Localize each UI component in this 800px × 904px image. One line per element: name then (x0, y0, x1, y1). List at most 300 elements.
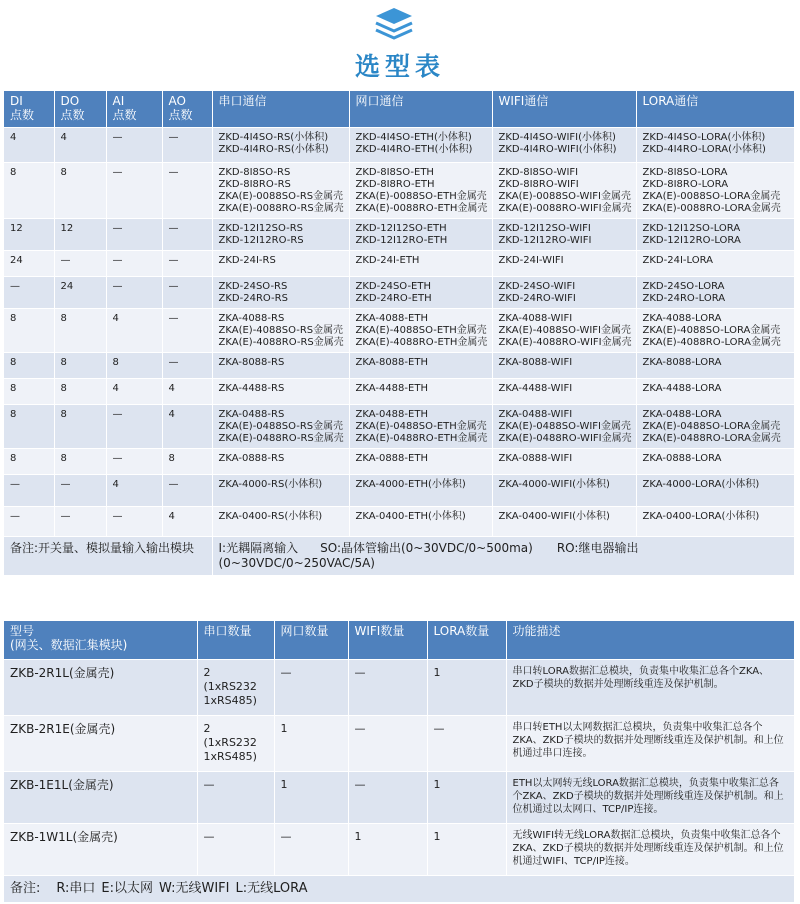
table-cell (349, 250, 492, 276)
cell-line: — (10, 478, 20, 490)
cell-line: — (112, 222, 123, 234)
cell-line: ZKA-8088-RS (218, 356, 285, 368)
cell-line: ZKD-12I12RO-LORA (642, 234, 741, 246)
description-cell: 串口转LORA数据汇总模块，负责集中收集汇总各个ZKA、ZKD子模块的数据并处理断线重连及保护机制。 (506, 659, 794, 715)
cell-line: ZKA(E)-0088RO-ETH金属壳 (355, 202, 488, 214)
table-cell (162, 276, 212, 308)
cell-line: 1 (433, 777, 441, 791)
cell-line: — (168, 356, 179, 368)
cell-line: — (168, 166, 179, 178)
cell-line: ZKA-0888-ETH (355, 452, 428, 464)
cell-line: — (112, 452, 123, 464)
cell-line: ZKA(E)-4088SO-LORA金属壳 (642, 324, 781, 336)
cell-line: ZKA-4488-RS (218, 382, 285, 394)
cell-line: ZKA-0888-LORA (642, 452, 722, 464)
cell-line: — (112, 166, 123, 178)
cell-line: 点数 (10, 108, 35, 122)
cell-line: ZKA-4488-LORA (642, 382, 722, 394)
cell-line: ZKA-0488-LORA (642, 408, 722, 420)
table-cell (4, 218, 54, 250)
cell-line: ZKD-4I4RO-LORA(小体积) (642, 143, 766, 155)
cell-line: (1xRS232 (203, 735, 257, 749)
cell-line: — (10, 510, 20, 522)
table-cell (636, 250, 794, 276)
table-cell (197, 659, 274, 715)
model-cell (4, 715, 197, 771)
table-cell (54, 474, 106, 506)
table-cell (492, 218, 636, 250)
table-cell (54, 352, 106, 378)
cell-line: 24 (60, 280, 74, 292)
cell-line: ZKA-0400-RS(小体积) (218, 510, 323, 522)
cell-line: ZKA(E)-0088RO-WIFI金属壳 (498, 202, 632, 214)
cell-line: ZKA(E)-4088RO-RS金属壳 (218, 336, 344, 348)
table-cell (636, 352, 794, 378)
cell-line: ZKA-4488-WIFI (498, 382, 573, 394)
column-header (212, 91, 349, 127)
table-cell (492, 250, 636, 276)
table-cell (162, 448, 212, 474)
table-cell (106, 448, 162, 474)
cell-line: 4 (10, 131, 17, 143)
cell-line: WIFI通信 (498, 94, 549, 108)
cell-line: ZKA(E)-0488SO-LORA金属壳 (642, 420, 781, 432)
table-cell (349, 308, 492, 352)
cell-line: 8 (60, 452, 67, 464)
cell-line: ZKD-8I8SO-WIFI (498, 166, 579, 178)
table-cell (162, 218, 212, 250)
cell-line: — (280, 829, 292, 843)
table-cell (349, 276, 492, 308)
column-header (162, 91, 212, 127)
table-cell (162, 250, 212, 276)
column-header (427, 621, 506, 659)
cell-line: ZKA(E)-4088RO-WIFI金属壳 (498, 336, 632, 348)
cell-line: 1xRS485) (203, 693, 257, 707)
table-cell (212, 378, 349, 404)
cell-line: ZKD-12I12SO-LORA (642, 222, 741, 234)
note-row (4, 536, 794, 575)
table-row (4, 506, 794, 536)
table-cell (212, 448, 349, 474)
cell-line: 4 (168, 382, 175, 394)
cell-line: ZKA-0400-LORA(小体积) (642, 510, 760, 522)
cell-line: ZKD-8I8RO-LORA (642, 178, 729, 190)
cell-line: ZKD-24I-RS (218, 254, 276, 266)
table-cell (212, 474, 349, 506)
table-cell (106, 276, 162, 308)
table-cell (4, 352, 54, 378)
cell-line: LORA通信 (642, 94, 699, 108)
table-row (4, 404, 794, 448)
cell-line: 4 (112, 312, 119, 324)
cell-line: ZKA(E)-0488SO-RS金属壳 (218, 420, 344, 432)
table-cell (4, 250, 54, 276)
cell-line: ZKD-12I12SO-WIFI (498, 222, 591, 234)
cell-line: 8 (60, 382, 67, 394)
table-cell (162, 404, 212, 448)
cell-line: LORA数量 (433, 624, 490, 638)
table-cell (4, 448, 54, 474)
table-cell (636, 276, 794, 308)
cell-line: ZKD-8I8SO-RS (218, 166, 291, 178)
table-cell (106, 378, 162, 404)
table-cell (636, 162, 794, 218)
table-cell (212, 308, 349, 352)
cell-line: ZKB-1W1L(金属壳) (10, 829, 118, 844)
note-item: RO:继电器输出(0~30VDC/0~250VAC/5A) (218, 540, 639, 570)
table-cell (212, 404, 349, 448)
cell-line: — (168, 312, 179, 324)
cell-line: 1 (354, 829, 362, 843)
cell-line: ZKA-8088-WIFI (498, 356, 573, 368)
table-cell (54, 218, 106, 250)
cell-line: 4 (168, 510, 175, 522)
table-cell (348, 823, 427, 875)
model-cell (4, 659, 197, 715)
cell-line: — (60, 510, 71, 522)
cell-line: — (168, 131, 179, 143)
cell-line: ZKA(E)-0488SO-WIFI金属壳 (498, 420, 631, 432)
table-cell (492, 276, 636, 308)
cell-line: — (354, 777, 366, 791)
table-cell (106, 127, 162, 162)
cell-line: ZKA(E)-0088RO-RS金属壳 (218, 202, 344, 214)
cell-line: ZKA-0488-RS (218, 408, 285, 420)
table-row (4, 823, 794, 875)
table-cell (4, 404, 54, 448)
selection-table (4, 91, 795, 575)
table-cell (636, 448, 794, 474)
cell-line: ZKA-4000-ETH(小体积) (355, 478, 466, 490)
table-cell (54, 250, 106, 276)
cell-line: ZKA-8088-ETH (355, 356, 428, 368)
table-cell (348, 771, 427, 823)
note-label: 备注:开关量、模拟量输入输出模块 (4, 536, 212, 575)
table-cell (427, 659, 506, 715)
table-cell (4, 162, 54, 218)
cell-line: ZKD-24RO-RS (218, 292, 288, 304)
gateway-table (4, 621, 795, 902)
column-header (4, 91, 54, 127)
description-cell: ETH以太网转无线LORA数据汇总模块，负责集中收集汇总各个ZKA、ZKD子模块的数据并处理断线重连及保护机制。和上位机通过以太网口、TCP/IP连接。 (506, 771, 794, 823)
cell-line: ZKD-24SO-ETH (355, 280, 431, 292)
cell-line: ZKD-8I8RO-RS (218, 178, 291, 190)
cell-line: — (168, 280, 179, 292)
table-cell (636, 404, 794, 448)
cell-line: 24 (10, 254, 23, 266)
table-cell (162, 162, 212, 218)
table-row (4, 127, 794, 162)
cell-line: — (203, 829, 215, 843)
cell-line: — (354, 665, 366, 679)
cell-line: 网口数量 (280, 624, 329, 638)
cell-line: ZKD-24I-WIFI (498, 254, 564, 266)
table-cell (197, 715, 274, 771)
cell-line: 12 (10, 222, 23, 234)
cell-line: ZKA(E)-4088RO-LORA金属壳 (642, 336, 781, 348)
cell-line: — (112, 280, 123, 292)
cell-line: ZKD-8I8RO-WIFI (498, 178, 579, 190)
cell-line: — (354, 721, 366, 735)
column-header (106, 91, 162, 127)
column-header (636, 91, 794, 127)
table-cell (348, 659, 427, 715)
cell-line: 1 (280, 777, 288, 791)
cell-line: 4 (112, 478, 119, 490)
cell-line: ZKD-12I12RO-WIFI (498, 234, 592, 246)
cell-line: — (168, 222, 179, 234)
table-cell (349, 218, 492, 250)
cell-line: ZKB-1E1L(金属壳) (10, 777, 114, 792)
cell-line: ZKD-8I8SO-ETH (355, 166, 434, 178)
cell-line: ZKA-4488-ETH (355, 382, 428, 394)
note-row (4, 875, 794, 902)
table-cell (492, 308, 636, 352)
table-cell (636, 506, 794, 536)
table-cell (162, 352, 212, 378)
cell-line: ZKA-0488-WIFI (498, 408, 573, 420)
table-cell (274, 823, 348, 875)
cell-line: ZKA-0400-WIFI(小体积) (498, 510, 610, 522)
cell-line: ZKA(E)-0488RO-WIFI金属壳 (498, 432, 632, 444)
table-cell (274, 659, 348, 715)
cell-line: ZKA(E)-4088SO-ETH金属壳 (355, 324, 487, 336)
table-cell (212, 250, 349, 276)
table-cell (274, 715, 348, 771)
table-cell (636, 127, 794, 162)
cell-line: ZKA(E)-4088RO-ETH金属壳 (355, 336, 488, 348)
cell-line: ZKD-4I4RO-WIFI(小体积) (498, 143, 617, 155)
cell-line: — (168, 478, 179, 490)
column-header (506, 621, 794, 659)
column-header (349, 91, 492, 127)
note-item: I:光耦隔离输入 (218, 540, 299, 555)
table-cell (54, 506, 106, 536)
cell-line: ZKD-24RO-LORA (642, 292, 726, 304)
note-item: W:无线WIFI (159, 880, 230, 896)
cell-line: 网口通信 (355, 94, 404, 108)
cell-line: ZKD-12I12RO-RS (218, 234, 304, 246)
table-cell (212, 162, 349, 218)
column-header (197, 621, 274, 659)
cell-line: 2 (203, 721, 211, 735)
cell-line: 1xRS485) (203, 749, 257, 763)
model-cell (4, 771, 197, 823)
cell-line: ZKA(E)-0088SO-ETH金属壳 (355, 190, 487, 202)
table-row (4, 715, 794, 771)
cell-line: ZKA-8088-LORA (642, 356, 722, 368)
cell-line: (1xRS232 (203, 679, 257, 693)
cell-line: ZKD-4I4RO-RS(小体积) (218, 143, 329, 155)
table-row (4, 448, 794, 474)
table-cell (54, 448, 106, 474)
cell-line: ZKD-24SO-LORA (642, 280, 725, 292)
cell-line: 2 (203, 665, 211, 679)
table-cell (54, 127, 106, 162)
cell-line: 型号 (10, 624, 35, 638)
cell-line: ZKA-4088-ETH (355, 312, 428, 324)
table-cell (349, 404, 492, 448)
table-cell (54, 162, 106, 218)
cell-line: WIFI数量 (354, 624, 405, 638)
table-cell (492, 162, 636, 218)
cell-line: 4 (60, 131, 67, 143)
cell-line: ZKB-2R1E(金属壳) (10, 721, 116, 736)
cell-line: ZKD-12I12SO-ETH (355, 222, 447, 234)
table-cell (349, 162, 492, 218)
table-cell (4, 308, 54, 352)
cell-line: — (280, 665, 292, 679)
cell-line: — (433, 721, 445, 735)
table-cell (427, 715, 506, 771)
table-cell (106, 250, 162, 276)
table-cell (636, 308, 794, 352)
table-cell (162, 506, 212, 536)
table-cell (212, 506, 349, 536)
cell-line: ZKA(E)-4088SO-WIFI金属壳 (498, 324, 631, 336)
cell-line: 8 (10, 452, 17, 464)
cell-line: AI (112, 94, 125, 108)
column-header (274, 621, 348, 659)
column-header (492, 91, 636, 127)
cell-line: 8 (60, 408, 67, 420)
cell-line: — (112, 254, 123, 266)
cell-line: 8 (168, 452, 175, 464)
table-cell (212, 127, 349, 162)
table-row (4, 771, 794, 823)
table-header-row (4, 91, 794, 127)
table-cell (348, 715, 427, 771)
table-cell (106, 218, 162, 250)
cell-line: ZKA-0400-ETH(小体积) (355, 510, 466, 522)
cell-line: ZKD-4I4SO-ETH(小体积) (355, 131, 472, 143)
table-cell (492, 448, 636, 474)
cell-line: ZKD-8I8SO-LORA (642, 166, 728, 178)
cell-line: ZKD-4I4SO-WIFI(小体积) (498, 131, 616, 143)
cell-line: ZKA-4000-LORA(小体积) (642, 478, 760, 490)
cell-line: 8 (10, 382, 17, 394)
table-cell (162, 308, 212, 352)
cell-line: 4 (112, 382, 119, 394)
cell-line: 串口数量 (203, 624, 252, 638)
cell-line: DO (60, 94, 80, 108)
table-cell (492, 378, 636, 404)
cell-line: ZKA(E)-0088RO-LORA金属壳 (642, 202, 781, 214)
cell-line: ZKD-24RO-WIFI (498, 292, 576, 304)
column-header (4, 621, 197, 659)
table-cell (106, 404, 162, 448)
table-cell (4, 506, 54, 536)
cell-line: ZKD-8I8RO-ETH (355, 178, 435, 190)
note-item: 备注: (10, 880, 41, 896)
cell-line: ZKD-24SO-RS (218, 280, 288, 292)
cell-line: — (60, 254, 71, 266)
cell-line: ZKD-4I4SO-RS(小体积) (218, 131, 329, 143)
cell-line: (网关、数据汇集模块) (10, 638, 128, 652)
table-row (4, 276, 794, 308)
table-header-row (4, 621, 794, 659)
table-cell (212, 276, 349, 308)
note-legend (212, 536, 794, 575)
table-cell (197, 771, 274, 823)
cell-line: ZKD-24SO-WIFI (498, 280, 576, 292)
table-cell (349, 474, 492, 506)
table-row (4, 474, 794, 506)
table-cell (106, 162, 162, 218)
table-cell (4, 474, 54, 506)
cell-line: — (112, 131, 123, 143)
cell-line: — (112, 408, 123, 420)
cell-line: ZKA(E)-0488SO-ETH金属壳 (355, 420, 487, 432)
cell-line: ZKA-0888-WIFI (498, 452, 573, 464)
table-cell (492, 474, 636, 506)
cell-line: — (10, 280, 20, 292)
table-cell (212, 352, 349, 378)
cell-line: ZKA(E)-0488RO-LORA金属壳 (642, 432, 781, 444)
table-cell (106, 474, 162, 506)
cell-line: ZKA(E)-0088SO-WIFI金属壳 (498, 190, 631, 202)
table-row (4, 250, 794, 276)
table-cell (162, 127, 212, 162)
cell-line: ZKD-24I-ETH (355, 254, 420, 266)
table-cell (4, 127, 54, 162)
cell-line: ZKB-2R1L(金属壳) (10, 665, 115, 680)
table-cell (349, 448, 492, 474)
table-cell (636, 218, 794, 250)
cell-line: 1 (433, 829, 441, 843)
cell-line: 1 (280, 721, 288, 735)
cell-line: AO (168, 94, 186, 108)
table-cell (106, 506, 162, 536)
table-cell (4, 378, 54, 404)
note-item: E:以太网 (101, 880, 154, 896)
model-cell (4, 823, 197, 875)
layers-icon (372, 4, 416, 44)
cell-line: 点数 (60, 108, 85, 122)
table-row (4, 352, 794, 378)
table-cell (212, 218, 349, 250)
table-cell (492, 506, 636, 536)
cell-line: ZKA-4088-LORA (642, 312, 722, 324)
table-cell (54, 378, 106, 404)
cell-line: — (112, 510, 123, 522)
table-cell (162, 378, 212, 404)
cell-line: ZKA(E)-0088SO-LORA金属壳 (642, 190, 781, 202)
cell-line: — (60, 478, 71, 490)
table-cell (636, 378, 794, 404)
cell-line: ZKA(E)-4088SO-RS金属壳 (218, 324, 344, 336)
cell-line: ZKA-4088-RS (218, 312, 285, 324)
table-cell (106, 352, 162, 378)
table-cell (54, 404, 106, 448)
note-item: SO:晶体管输出(0~30VDC/0~500ma) (320, 540, 533, 555)
description-cell: 串口转ETH以太网数据汇总模块，负责集中收集汇总各个ZKA、ZKD子模块的数据并处理断线重连及保护机制。和上位机通过串口连接。 (506, 715, 794, 771)
table-row (4, 308, 794, 352)
table-row (4, 162, 794, 218)
cell-line: 串口通信 (218, 94, 267, 108)
table-row (4, 378, 794, 404)
table-cell (106, 308, 162, 352)
cell-line: 4 (168, 408, 175, 420)
note-item: L:无线LORA (235, 880, 308, 896)
table-cell (349, 506, 492, 536)
cell-line: — (168, 254, 179, 266)
table-cell (427, 823, 506, 875)
cell-line: ZKD-12I12SO-RS (218, 222, 304, 234)
table-cell (636, 474, 794, 506)
cell-line: 8 (60, 312, 67, 324)
